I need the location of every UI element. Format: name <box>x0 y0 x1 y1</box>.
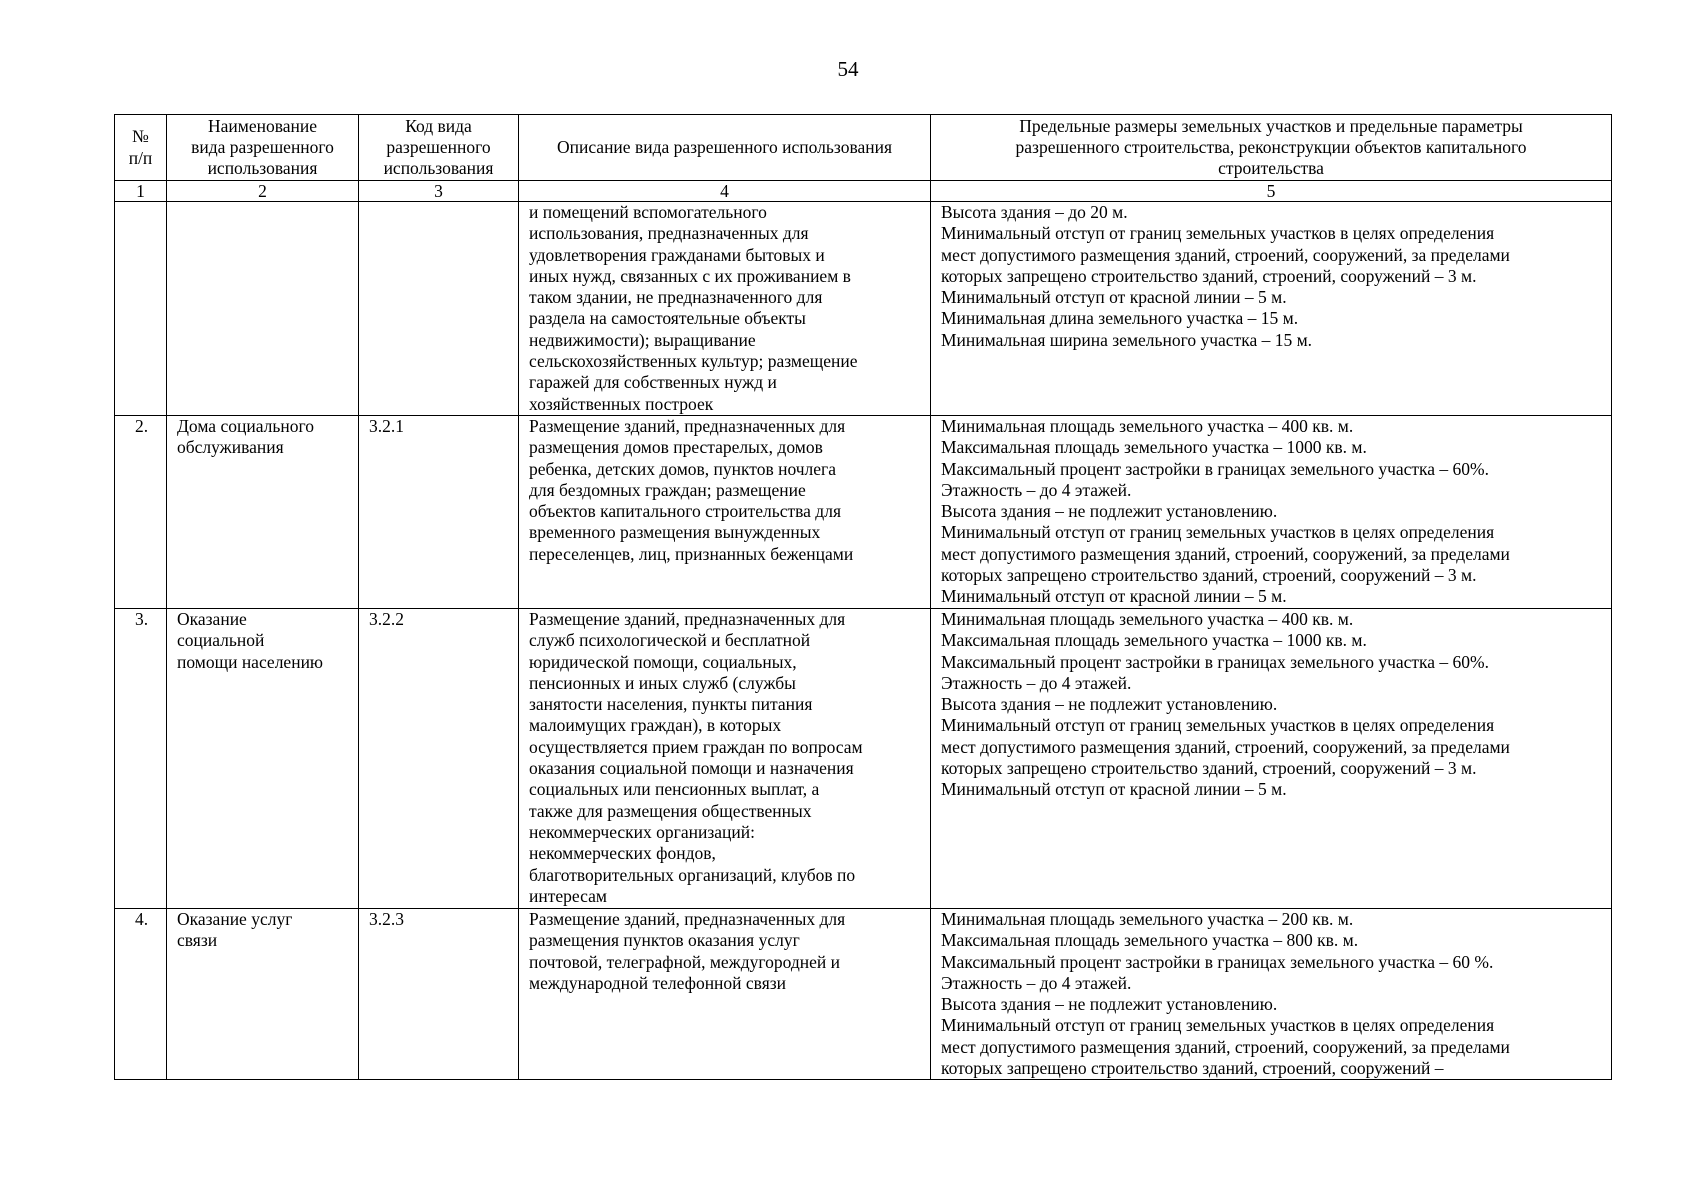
parameter-line: Минимальный отступ от границ земельных участков в целях определения <box>941 223 1495 244</box>
parameter-line: Этажность – до 4 этажей. <box>941 672 1132 693</box>
use-type-name-line: связи <box>177 930 218 951</box>
description-line: Размещение зданий, предназначенных для <box>529 609 846 629</box>
header-description <box>519 115 931 181</box>
parameter-line: Минимальная площадь земельного участка – 200 кв. м. <box>941 909 1354 929</box>
description-line: малоимущих граждан), в которых <box>529 715 782 736</box>
description-line: ребенка, детских домов, пунктов ночлега <box>529 458 836 479</box>
row-number: 3. <box>115 609 167 909</box>
use-type-name-line: помощи населению <box>177 651 324 672</box>
description-line: гаражей для собственных нужд и <box>529 372 777 393</box>
description-line: благотворительных организаций, клубов по <box>529 864 856 885</box>
parameter-line: которых запрещено строительство зданий, строений, сооружений – <box>941 1058 1444 1079</box>
parameter-line: Минимальный отступ от границ земельных участков в целях определения <box>941 1015 1495 1036</box>
parameter-line: Минимальный отступ от границ земельных участков в целях определения <box>941 522 1495 543</box>
description-line: сельскохозяйственных культур; размещение <box>529 351 858 372</box>
description-line: временного размещения вынужденных <box>529 522 821 543</box>
construction-parameters <box>931 202 1612 416</box>
description-line: осуществляется прием граждан по вопросам <box>529 736 863 757</box>
description-line: социальных или пенсионных выплат, а <box>529 779 820 800</box>
header-num-line: № <box>132 126 149 147</box>
table-header-row <box>115 115 1612 181</box>
parameter-line: Максимальный процент застройки в границах земельного участка – 60 %. <box>941 951 1494 972</box>
parameter-line: Минимальная ширина земельного участка – 15 м. <box>941 329 1313 350</box>
description-line: Размещение зданий, предназначенных для <box>529 416 846 436</box>
parameter-line: Максимальная площадь земельного участка – 1000 кв. м. <box>941 630 1367 651</box>
table-body <box>115 202 1612 1080</box>
description-line: пенсионных и иных служб (службы <box>529 672 796 693</box>
description-line: и помещений вспомогательного <box>529 202 767 222</box>
description-line: размещения домов престарелых, домов <box>529 437 823 458</box>
use-type-code <box>359 202 519 416</box>
header-code-line: Код вида <box>405 115 472 136</box>
description-line: объектов капитального строительства для <box>529 501 841 522</box>
parameter-line: мест допустимого размещения зданий, строений, сооружений, за пределами <box>941 736 1510 757</box>
header-code-line: разрешенного <box>386 136 491 157</box>
header-params-line: разрешенного строительства, реконструкции объектов капитального <box>1015 136 1527 157</box>
parameter-line: Высота здания – не подлежит установлению. <box>941 694 1278 715</box>
description-line: почтовой, телеграфной, междугородней и <box>529 951 841 972</box>
parameter-line: мест допустимого размещения зданий, строений, сооружений, за пределами <box>941 244 1510 265</box>
parameter-line: мест допустимого размещения зданий, строений, сооружений, за пределами <box>941 543 1510 564</box>
header-num-line: п/п <box>128 147 153 168</box>
parameter-line: Минимальная площадь земельного участка – 400 кв. м. <box>941 609 1354 629</box>
table-row <box>115 609 1612 909</box>
description-line: недвижимости); выращивание <box>529 329 756 350</box>
header-name <box>167 115 359 181</box>
column-number: 3 <box>359 181 519 202</box>
use-type-code: 3.2.1 <box>359 416 519 609</box>
description-line: Размещение зданий, предназначенных для <box>529 909 846 929</box>
header-name-line: Наименование <box>207 115 318 136</box>
description-line: таком здании, не предназначенного для <box>529 287 823 308</box>
parameter-line: Минимальный отступ от красной линии – 5 м. <box>941 586 1287 607</box>
use-type-name <box>167 609 359 909</box>
description-line: оказания социальной помощи и назначения <box>529 758 854 779</box>
use-type-description <box>519 609 931 909</box>
header-name-line: использования <box>207 158 318 179</box>
column-number: 2 <box>167 181 359 202</box>
header-code <box>359 115 519 181</box>
parameter-line: Высота здания – не подлежит установлению. <box>941 994 1278 1015</box>
description-line: переселенцев, лиц, признанных беженцами <box>529 543 854 564</box>
use-type-description <box>519 909 931 1080</box>
description-line: международной телефонной связи <box>529 972 787 993</box>
header-name-line: вида разрешенного <box>191 136 334 157</box>
column-number: 5 <box>931 181 1612 202</box>
description-line: служб психологической и бесплатной <box>529 630 811 651</box>
parameter-line: Минимальный отступ от границ земельных участков в целях определения <box>941 715 1495 736</box>
parameter-line: Максимальная площадь земельного участка – 800 кв. м. <box>941 930 1359 951</box>
description-line: некоммерческих фондов, <box>529 843 716 864</box>
parameter-line: которых запрещено строительство зданий, строений, сооружений – 3 м. <box>941 265 1477 286</box>
parameter-line: Максимальный процент застройки в границах земельного участка – 60%. <box>941 651 1490 672</box>
use-type-name <box>167 202 359 416</box>
header-num <box>115 115 167 181</box>
construction-parameters <box>931 416 1612 609</box>
parameter-line: Минимальный отступ от красной линии – 5 м. <box>941 779 1287 800</box>
header-params-line: Предельные размеры земельных участков и предельные параметры <box>1019 115 1523 136</box>
parameter-line: Минимальный отступ от красной линии – 5 м. <box>941 287 1287 308</box>
description-line: для бездомных граждан; размещение <box>529 479 806 500</box>
parameter-line: Этажность – до 4 этажей. <box>941 479 1132 500</box>
description-line: также для размещения общественных <box>529 800 812 821</box>
table-row <box>115 909 1612 1080</box>
land-use-table <box>114 114 1612 1080</box>
table-row <box>115 416 1612 609</box>
description-line: использования, предназначенных для <box>529 223 809 244</box>
parameter-line: которых запрещено строительство зданий, строений, сооружений – 3 м. <box>941 758 1477 779</box>
header-params <box>931 115 1612 181</box>
description-line: юридической помощи, социальных, <box>529 651 797 672</box>
description-line: удовлетворения гражданами бытовых и <box>529 244 825 265</box>
header-params-line: строительства <box>1218 158 1324 179</box>
parameter-line: Высота здания – до 20 м. <box>941 202 1128 222</box>
parameter-line: Минимальная площадь земельного участка – 400 кв. м. <box>941 416 1354 436</box>
use-type-code: 3.2.3 <box>359 909 519 1080</box>
column-numbers-row <box>115 181 1612 202</box>
row-number <box>115 202 167 416</box>
construction-parameters <box>931 909 1612 1080</box>
description-line: размещения пунктов оказания услуг <box>529 930 800 951</box>
table-row <box>115 202 1612 416</box>
column-number: 1 <box>115 181 167 202</box>
use-type-name <box>167 416 359 609</box>
row-number: 2. <box>115 416 167 609</box>
page-number: 54 <box>837 57 859 81</box>
use-type-name <box>167 909 359 1080</box>
use-type-code: 3.2.2 <box>359 609 519 909</box>
use-type-name-line: Дома социального <box>177 416 314 436</box>
description-line: хозяйственных построек <box>529 393 714 414</box>
parameter-line: которых запрещено строительство зданий, строений, сооружений – 3 м. <box>941 565 1477 586</box>
use-type-description <box>519 202 931 416</box>
description-line: интересам <box>529 885 607 906</box>
header-code-line: использования <box>383 158 494 179</box>
parameter-line: Высота здания – не подлежит установлению. <box>941 501 1278 522</box>
description-line: занятости населения, пункты питания <box>529 694 813 715</box>
use-type-name-line: социальной <box>177 630 265 651</box>
parameter-line: Минимальная длина земельного участка – 15 м. <box>941 308 1299 329</box>
use-type-name-line: Оказание <box>177 609 247 629</box>
description-line: иных нужд, связанных с их проживанием в <box>529 265 851 286</box>
parameter-line: Этажность – до 4 этажей. <box>941 972 1132 993</box>
column-number: 4 <box>519 181 931 202</box>
parameter-line: Максимальный процент застройки в границах земельного участка – 60%. <box>941 458 1490 479</box>
description-line: раздела на самостоятельные объекты <box>529 308 806 329</box>
description-line: некоммерческих организаций: <box>529 821 755 842</box>
use-type-name-line: Оказание услуг <box>177 909 293 929</box>
header-description-line: Описание вида разрешенного использования <box>556 136 893 157</box>
use-type-description <box>519 416 931 609</box>
row-number: 4. <box>115 909 167 1080</box>
parameter-line: Максимальная площадь земельного участка – 1000 кв. м. <box>941 437 1367 458</box>
parameter-line: мест допустимого размещения зданий, строений, сооружений, за пределами <box>941 1036 1510 1057</box>
use-type-name-line: обслуживания <box>177 437 284 458</box>
construction-parameters <box>931 609 1612 909</box>
